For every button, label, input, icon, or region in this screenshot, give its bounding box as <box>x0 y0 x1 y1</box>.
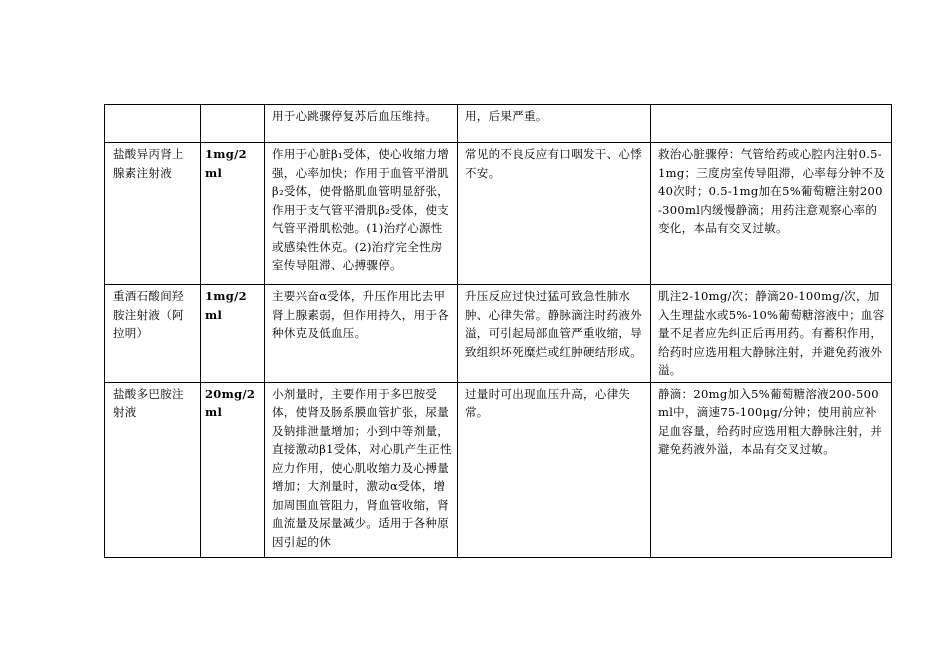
usage-cell: 救治心脏骤停：气管给药或心腔内注射0.5-1mg；三度房室传导阻滞，心率每分钟不及40次时；0.5-1mg加在5%葡萄糖注射200-300ml内缓慢静滴；用药注意观察心率的变化，本品有交叉过敏。 <box>651 143 892 285</box>
drug-name-cell: 盐酸多巴胺注射液 <box>105 382 201 557</box>
usage-cell: 静滴：20mg加入5%葡萄糖溶液200-500ml中，滴速75-100μg/分钟；使用前应补足血容量，给药时应选用粗大静脉注射，并避免药液外溢，本品有交叉过敏。 <box>651 382 892 557</box>
action-cell: 主要兴奋α受体，升压作用比去甲肾上腺素弱，但作用持久，用于各种休克及低血压。 <box>265 285 458 383</box>
table-row <box>105 285 892 383</box>
drug-table <box>104 104 892 558</box>
drug-name-cell: 重酒石酸间羟胺注射液（阿拉明） <box>105 285 201 383</box>
spec-cell: 1mg/2ml <box>201 285 265 383</box>
spec-cell <box>201 105 265 143</box>
adverse-cell: 升压反应过快过猛可致急性肺水肿、心律失常。静脉滴注时药液外溢，可引起局部血管严重收缩，导致组织坏死糜烂或红肿硬结形成。 <box>458 285 651 383</box>
spec-cell: 20mg/2ml <box>201 382 265 557</box>
drug-name-cell: 盐酸异丙肾上腺素注射液 <box>105 143 201 285</box>
usage-cell: 肌注2-10mg/次；静滴20-100mg/次，加入生理盐水或5%-10%葡萄糖溶液中；血容量不足者应先纠正后再用药。有蓄积作用，给药时应选用粗大静脉注射，并避免药液外溢。 <box>651 285 892 383</box>
usage-cell <box>651 105 892 143</box>
adverse-cell: 常见的不良反应有口咽发干、心悸不安。 <box>458 143 651 285</box>
action-cell: 用于心跳骤停复苏后血压维持。 <box>265 105 458 143</box>
action-cell: 小剂量时，主要作用于多巴胺受体，使肾及肠系膜血管扩张，尿量及钠排泄量增加；小到中等剂量，直接激动β1受体，对心肌产生正性应力作用，使心肌收缩力及心搏量增加；大剂量时，激动α受体，增加周围血管阻力，肾血管收缩，肾血流量及尿量减少。适用于各种原因引起的休 <box>265 382 458 557</box>
action-cell: 作用于心脏β₁受体，使心收缩力增强，心率加快；作用于血管平滑肌β₂受体，使骨骼肌血管明显舒张，作用于支气管平滑肌β₂受体，使支气管平滑肌松弛。(1)治疗心源性或感染性休克。(2)治疗完全性房室传导阻滞、心搏骤停。 <box>265 143 458 285</box>
adverse-cell: 过量时可出现血压升高，心律失常。 <box>458 382 651 557</box>
table-row <box>105 105 892 143</box>
adverse-cell: 用，后果严重。 <box>458 105 651 143</box>
table-row <box>105 143 892 285</box>
spec-cell: 1mg/2ml <box>201 143 265 285</box>
table-row <box>105 382 892 557</box>
drug-name-cell <box>105 105 201 143</box>
